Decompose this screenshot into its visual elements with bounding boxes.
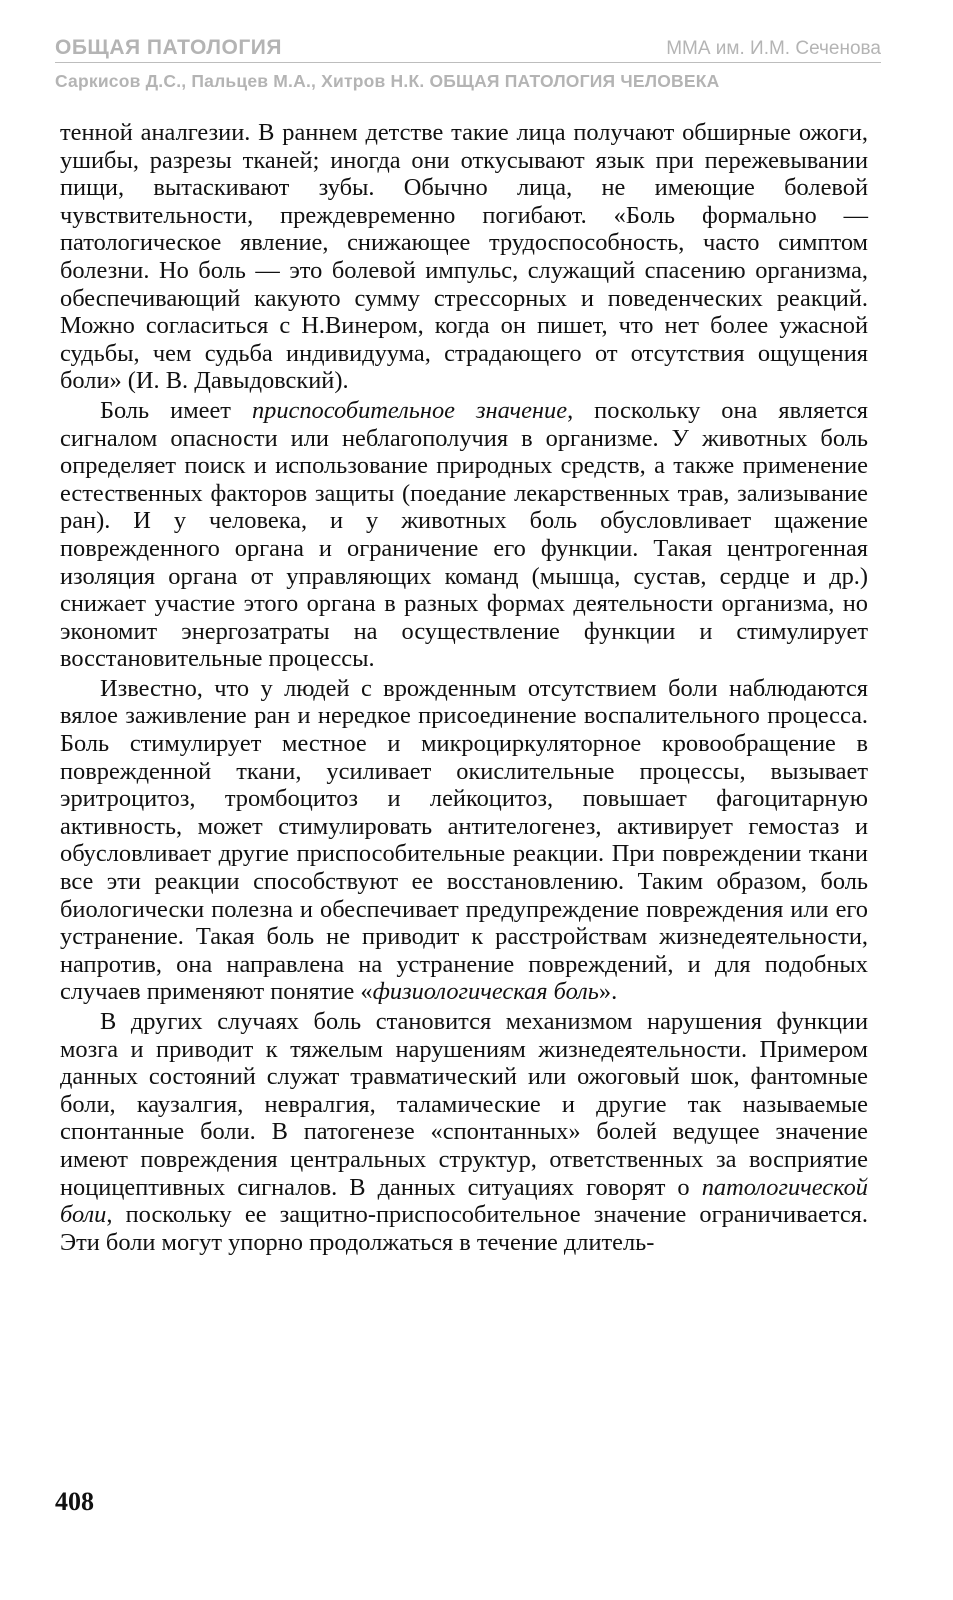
paragraph-3 — [60, 675, 868, 1006]
paragraph-4 — [60, 1008, 868, 1256]
paragraph-2 — [60, 397, 868, 673]
body-text — [60, 119, 868, 1256]
paragraph-2-text-end: , поскольку она является сигналом опасности или неблагополучия в организме. У животных боль определяет поиск и использование природных средств, а также применение естественных факторов защиты (поедание лекарственных трав, зализывание ран). И у человека, и у животных боль обусловливает щажение поврежденного органа и ограничение его функции. Такая центрогенная изоляция органа от управляющих команд (мышца, сустав, сердце и др.) снижает участие этого органа в разных формах деятельности организма, но экономит энергозатраты на осуществление функции и стимулирует восстановительные процессы. — [60, 396, 868, 673]
header-title: ОБЩАЯ ПАТОЛОГИЯ — [55, 36, 282, 59]
page-number: 408 — [55, 1487, 94, 1516]
paragraph-2-emphasis: приспособительное значение — [251, 396, 568, 424]
paragraph-4-emphasis: патологической боли — [60, 1173, 868, 1229]
paragraph-3-text-end: ». — [598, 978, 618, 1006]
page-header — [55, 36, 881, 92]
paragraph-2-text-start: Боль имеет — [100, 396, 252, 424]
header-top-row — [55, 36, 881, 63]
header-source: ММА им. И.М. Сеченова — [666, 38, 881, 59]
header-book-reference: Саркисов Д.С., Пальцев М.А., Хитров Н.К. ОБЩАЯ ПАТОЛОГИЯ ЧЕЛОВЕКА — [55, 71, 720, 91]
paragraph-4-text-end: , поскольку ее защитно-приспособительное значение ограничивается. Эти боли могут упорно продолжаться в течение длитель- — [60, 1201, 868, 1256]
paragraph-1 — [60, 119, 868, 395]
paragraph-3-text-start: Известно, что у людей с врожденным отсутствием боли наблюдаются вялое заживление ран и нередкое присоединение воспалительного процесса. Боль стимулирует местное и микроциркуляторное кровообращение в поврежденной ткани, усиливает окислительные процессы, вызывает эритроцитоз, тромбоцитоз и лейкоцитоз, повышает фагоцитарную активность, может стимулировать антителогенез, активирует гемостаз и обусловливает другие приспособительные реакции. При повреждении ткани все эти реакции способствуют ее восстановлению. Таким образом, боль биологически полезна и обеспечивает предупреждение повреждения или его устранение. Такая боль не приводит к расстройствам жизнедеятельности, напротив, она направлена на устранение повреждений, и для подобных случаев применяют понятие « — [60, 674, 868, 1006]
paragraph-1-text: тенной аналгезии. В раннем детстве такие лица получают обширные ожоги, ушибы, разрезы тканей; иногда они откусывают язык при пережевывании пищи, вытаскивают зубы. Обычно лица, не имеющие болевой чувствительности, преждевременно погибают. «Боль формально — патологическое явление, снижающее трудоспособность, часто симптом болезни. Но боль — это болевой импульс, служащий спасению организма, обеспечивающий какуюто сумму стрессорных и поведенческих реакций. Можно согласиться с Н.Винером, когда он пишет, что нет более ужасной судьбы, чем судьба индивидуума, страдающего от отсутствия ощущения боли» (И. В. Давыдовский). — [60, 119, 868, 395]
paragraph-4-text-start: В других случаях боль становится механизмом нарушения функции мозга и приводит к тяжелым нарушениям жизнедеятельности. Примером данных состояний служат травматический или ожоговый шок, фантомные боли, каузалгия, невралгия, таламические и другие так называемые спонтанные боли. В патогенезе «спонтанных» болей ведущее значение имеют повреждения центральных структур, ответственных за восприятие ноцицептивных сигналов. В данных ситуациях говорят о — [60, 1008, 868, 1201]
paragraph-3-emphasis: физиологическая боль — [372, 978, 599, 1006]
